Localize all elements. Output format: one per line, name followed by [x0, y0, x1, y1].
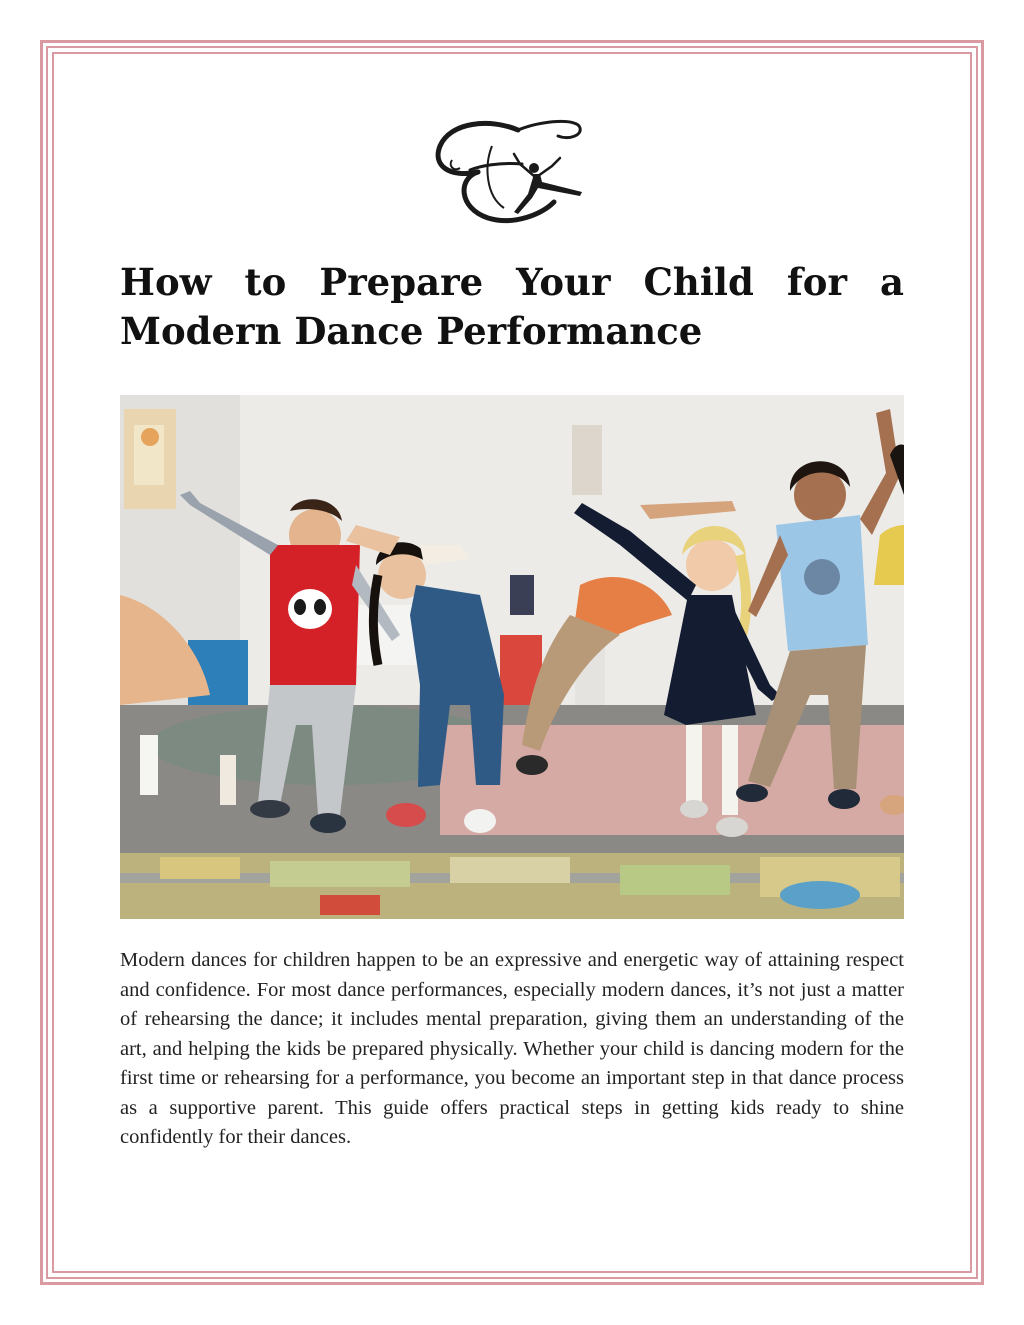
children-dancing-photo: [120, 395, 904, 919]
page-title: How to Prepare Your Child for a Modern Dance Performance: [120, 260, 904, 353]
logo: [430, 116, 590, 228]
intro-paragraph: Modern dances for children happen to be an expressive and energetic way of attaining respect and confidence. For most dance performances, especially modern dances, it’s not just a matter of rehearsing the dance; it includes mental preparation, giving them an understanding of the art, and helping the kids be prepared physically. Whether your child is dancing modern for the first time or rehearsing for a performance, you become an important step in that dance process as a supportive parent. This guide offers practical steps in getting kids ready to shine confidently for their dances.: [120, 949, 904, 1148]
dancer-silhouette-icon: [430, 116, 590, 228]
hero-image: [120, 395, 904, 919]
